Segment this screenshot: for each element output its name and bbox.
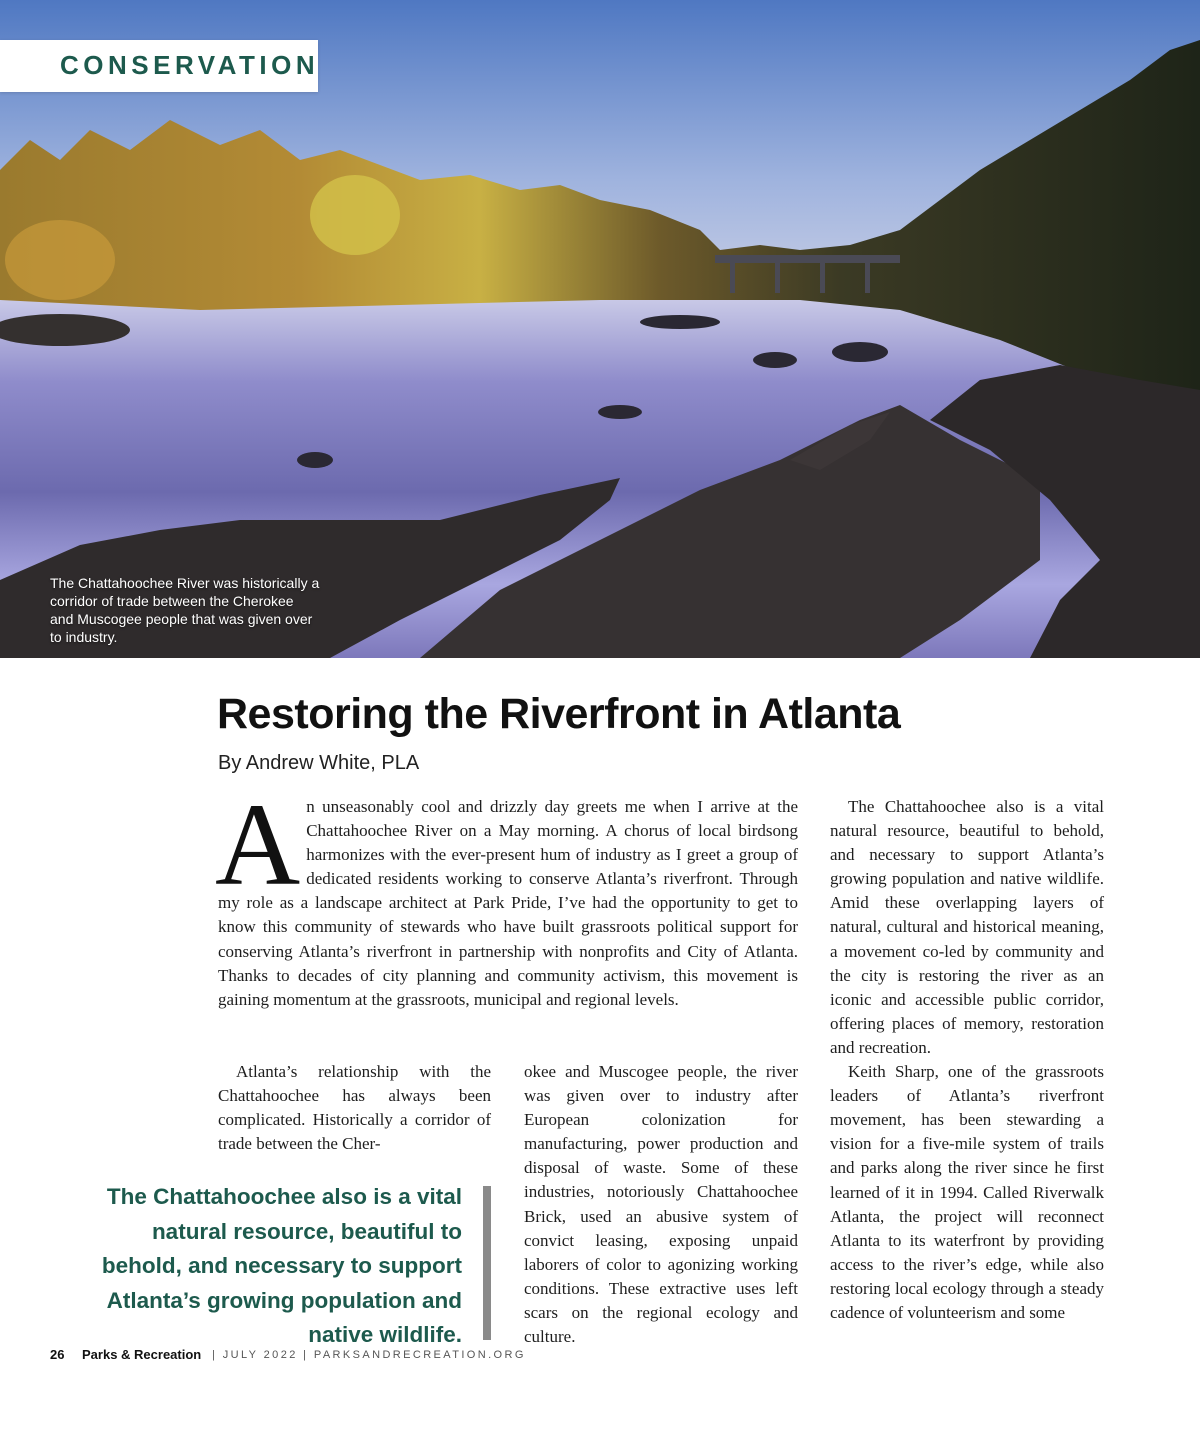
article-headline: Restoring the Riverfront in Atlanta — [217, 690, 901, 738]
body-paragraph: The Chattahoochee also is a vital natural resource, beautiful to behold, and necessary to support Atlanta’s growing population and native wildlife. Amid these overlapping layers of natural, cultural and historical meaning, a movement co-led by community and the city is restoring the river as an iconic and accessible public corridor, offering places of memory, restoration and recreation. — [830, 797, 1104, 1057]
publication-name: Parks & Recreation — [82, 1347, 202, 1362]
body-column-left — [218, 1060, 491, 1156]
lead-paragraph-text: n unseasonably cool and drizzly day greets me when I arrive at the Chattahoochee River on a May morning. A chorus of local birdsong harmonizes with the ever-present hum of industry as I greet a group of dedicated residents working to conserve Atlanta’s riverfront. Through my role as a landscape architect at Park Pride, I’ve had the opportunity to get to know this community of stewards who have built grassroots political support for conserving Atlanta’s riverfront in partnership with nonprofits and City of Atlanta. Thanks to decades of city planning and community activism, this movement is gaining momentum at the grassroots, municipal and regional levels. — [218, 797, 798, 1009]
body-column-right — [830, 795, 1104, 1325]
body-column-middle — [524, 1060, 798, 1349]
lead-paragraph — [215, 779, 798, 1012]
body-paragraph: Atlanta’s relationship with the Chattahoochee has always been complicated. Historically a corridor of trade between the Cher- — [218, 1062, 491, 1154]
hero-photo — [0, 0, 1200, 658]
pull-quote: The Chattahoochee also is a vital natural resource, beautiful to behold, and necessary to support Atlanta’s growing population and native wildlife. — [101, 1184, 462, 1347]
pull-quote-rule — [483, 1186, 491, 1340]
river-landscape-illustration — [0, 0, 1200, 658]
body-paragraph: Keith Sharp, one of the grassroots leaders of Atlanta’s riverfront movement, has been stewarding a vision for a five-mile system of trails and parks along the river since he first learned of it in 1994. Called Riverwalk Atlanta, the project will reconnect Atlanta to its waterfront by providing access to the river’s edge, while also restoring local ecology through a steady cadence of volunteerism and some — [830, 1062, 1104, 1322]
article-byline: By Andrew White, PLA — [218, 752, 420, 774]
issue-info: | JULY 2022 | PARKSANDRECREATION.ORG — [212, 1349, 526, 1361]
drop-cap: A — [215, 779, 301, 910]
section-tag — [0, 40, 318, 92]
section-tag-label: CONSERVATION — [60, 50, 320, 80]
photo-caption: The Chattahoochee River was historically a corridor of trade between the Cherokee and Muscogee people that was given over to industry. — [50, 575, 320, 645]
body-paragraph: okee and Muscogee people, the river was given over to industry after European colonization for manufacturing, power production and disposal of waste. Some of these industries, notoriously Chattahoochee Brick, used an abusive system of convict leasing, exposing unpaid laborers of color to agonizing working conditions. These extractive uses left scars on the regional ecology and culture. — [524, 1062, 798, 1347]
page-number: 26 — [50, 1347, 65, 1362]
